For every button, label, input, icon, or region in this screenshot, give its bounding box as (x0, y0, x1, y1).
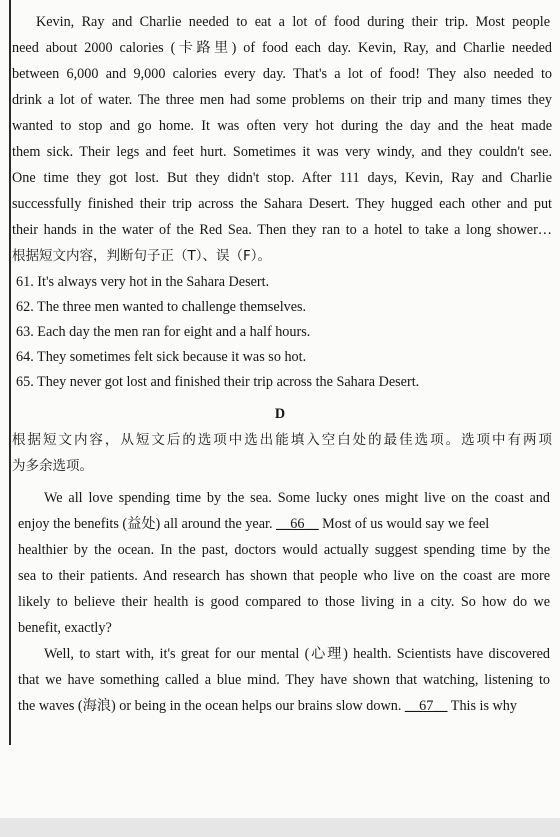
question-62: 62. The three men wanted to challenge themselves. (16, 299, 307, 315)
passage-text: the waves (海浪) or being in the ocean helps our brains slow down. (18, 698, 402, 714)
section-d-instruction: 根据短文内容，从短文后的选项中选出能填入空白处的最佳选项。选项中有两项 (12, 432, 552, 448)
passage-line: successfully finished their trip across the Sahara Desert. They hugged each other and put (12, 196, 552, 212)
section-d-instruction: 为多余选项。 (12, 458, 93, 474)
question-63: 63. Each day the men ran for eight and a half hours. (16, 324, 311, 340)
passage-text: This is why (450, 698, 517, 714)
passage-line: their hands in the water of the Red Sea. Then they ran to a hotel to take a long shower… (12, 222, 552, 238)
passage-line: healthier by the ocean. In the past, doctors would actually suggest spending time by the (18, 542, 550, 558)
bottom-bar (0, 818, 560, 837)
passage-line: Kevin, Ray and Charlie needed to eat a lot of food during their trip. Most people (36, 14, 550, 30)
passage-line: sea to their patients. And research has shown that people who live on the coast are more (18, 568, 550, 584)
passage-line: We all love spending time by the sea. Some lucky ones might live on the coast and (44, 490, 550, 506)
passage-line: One time they got lost. But they didn't stop. After 111 days, Kevin, Ray and Charlie (12, 170, 552, 186)
passage-text: Most of us would say we feel (322, 516, 490, 532)
blank-66: __66__ (276, 516, 319, 532)
passage-line: benefit, exactly? (18, 620, 112, 636)
section-heading-d: D (274, 406, 286, 422)
question-65: 65. They never got lost and finished their trip across the Sahara Desert. (16, 374, 420, 390)
passage-line: them sick. Their legs and feet hurt. Sometimes it was very windy, and they couldn't see. (12, 144, 552, 160)
passage-line (18, 697, 552, 715)
tf-instruction: 根据短文内容，判断句子正（T）、误（F）。 (12, 248, 272, 264)
passage-line: likely to believe their health is good compared to those living in a city. So how do we (18, 594, 550, 610)
question-64: 64. They sometimes felt sick because it was so hot. (16, 349, 307, 365)
passage-line: drink a lot of water. The three men had some problems on their trip and many times they (12, 92, 552, 108)
passage-line: Well, to start with, it's great for our mental (心理) health. Scientists have discovered (44, 646, 550, 662)
passage-line: that we have something called a blue mind. They have shown that watching, listening to (18, 672, 550, 688)
margin-rule (9, 0, 11, 745)
passage-line: wanted to stop and go home. It was often very hot during the day and the heat made (12, 118, 552, 134)
passage-line: between 6,000 and 9,000 calories every day. That's a lot of food! They also needed to (12, 66, 552, 82)
question-61: 61. It's always very hot in the Sahara Desert. (16, 274, 270, 290)
passage-line: need about 2000 calories (卡路里) of food each day. Kevin, Ray, and Charlie needed (12, 40, 552, 56)
passage-text: enjoy the benefits (益处) all around the year. (18, 516, 273, 532)
passage-line (18, 515, 552, 533)
blank-67: __67__ (404, 698, 448, 714)
